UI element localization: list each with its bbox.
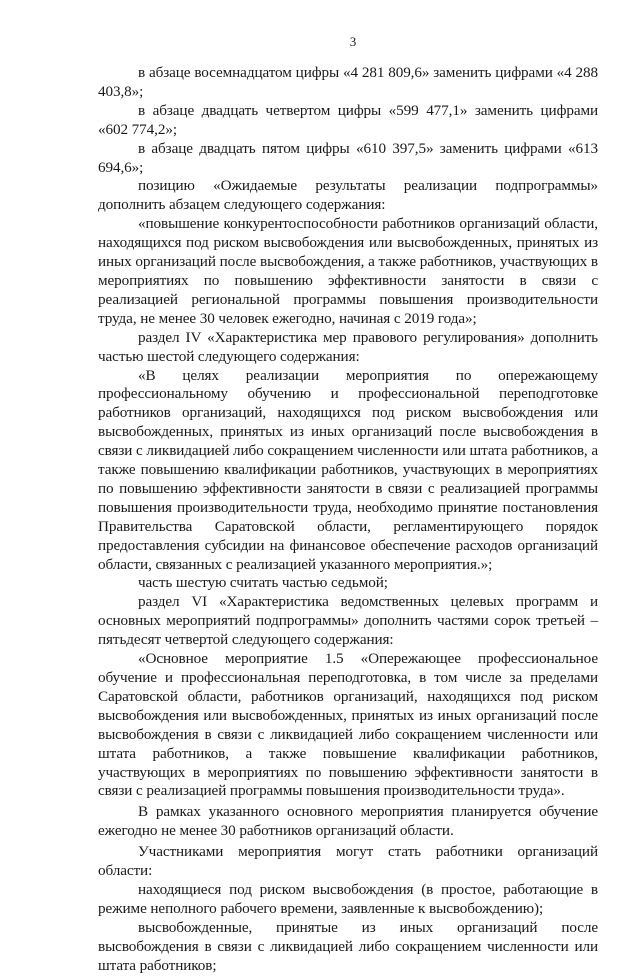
paragraph-10: «Основное мероприятие 1.5 «Опережающее профессиональное обучение и профессиональная переподготовка, в том числе за пределами Саратовской области, работников организаций, находящихся под риском высвобождения или высвобожденных, принятых из иных организаций после высвобождения в связи с ликвидацией либо сокращением численности или штата работников, а также повышение квалификации работников, участвующих в мероприятиях по повышению эффективности занятости в связи с реализацией программы повышения производительности труда».: [98, 650, 598, 800]
paragraph-3: в абзаце двадцать пятом цифры «610 397,5» заменить цифрами «613 694,6»;: [98, 139, 598, 176]
paragraph-8: часть шестую считать частью седьмой;: [138, 574, 388, 592]
paragraph-9: раздел VI «Характеристика ведомственных целевых программ и основных мероприятий подпрограммы» дополнить частями сорок третьей – пятьдесят четвертой следующего содержания:: [98, 593, 598, 649]
paragraph-6: раздел IV «Характеристика мер правового регулирования» дополнить частью шестой следующего содержания:: [98, 328, 598, 365]
paragraph-11: В рамках указанного основного мероприятия планируется обучение ежегодно не менее 30 работников организаций области.: [98, 803, 598, 840]
paragraph-12: Участниками мероприятия могут стать работники организаций области:: [98, 843, 598, 880]
paragraph-13: находящиеся под риском высвобождения (в простое, работающие в режиме неполного рабочего времени, заявленные к высвобождению);: [98, 880, 598, 917]
paragraph-2: в абзаце двадцать четвертом цифры «599 477,1» заменить цифрами «602 774,2»;: [98, 101, 598, 138]
page-number: 3: [349, 34, 357, 49]
paragraph-7: «В целях реализации мероприятия по опережающему профессиональному обучению и профессиональной переподготовке работников организаций, находящихся под риском высвобождения или высвобожденных, принятых из иных организаций после высвобождения в связи с ликвидацией либо сокращением численности или штата работников, а также повышению квалификации работников, участвующих в мероприятиях по повышению эффективности занятости в связи с реализацией программы повышения производительности труда, необходимо принятие постановления Правительства Саратовской области, регламентирующего порядок предоставления субсидии на финансовое обеспечение расходов организаций области, связанных с реализацией указанного мероприятия.»;: [98, 366, 598, 573]
paragraph-5: «повышение конкурентоспособности работников организаций области, находящихся под риском высвобождения или высвобожденных, принятых из иных организаций после высвобождения, а также работников, участвующих в мероприятиях по повышению эффективности занятости в связи с реализацией региональной программы повышения производительности труда, не менее 30 человек ежегодно, начиная с 2019 года»;: [98, 215, 598, 327]
paragraph-4: позицию «Ожидаемые результаты реализации подпрограммы» дополнить абзацем следующего содержания:: [98, 177, 598, 214]
paragraph-14: высвобожденные, принятые из иных организаций после высвобождения в связи с ликвидацией либо сокращением численности или штата работников;: [98, 918, 598, 974]
paragraph-1: в абзаце восемнадцатом цифры «4 281 809,6» заменить цифрами «4 288 403,8»;: [98, 64, 598, 100]
